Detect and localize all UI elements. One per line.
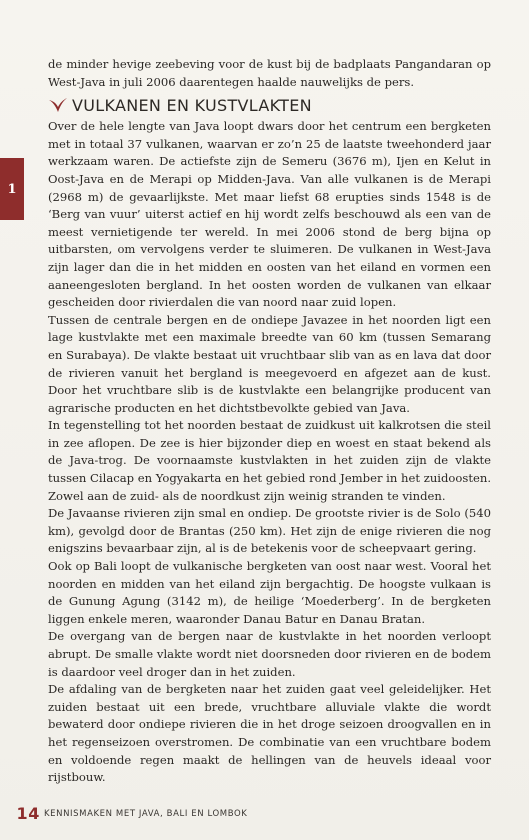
paragraph-south-descent: De afdaling van de bergketen naar het zuiden gaat veel geleidelijker. Het zuiden bestaat uit een brede, vruchtbare alluviale vlakte die wordt bewaterd door ondiepe rivieren die in het droge seizoen droogvallen en in het regenseizoen overstromen. De combinatie van een vruchtbare bodem en voldoende regen maakt de hellingen van de heuvels ideaal voor rijstbouw. [48, 682, 491, 785]
chapter-tab [0, 158, 24, 220]
page-number: 14 [16, 804, 40, 823]
paragraph-volcanoes: Over de hele lengte van Java loopt dwars door het centrum een bergketen met in totaal 37 vulkanen, waarvan er zo’n 25 de laatste tweehonderd jaar werkzaam waren. De actiefste zijn de Semeru (3676 m), Ijen en Kelut in Oost-Java en de Merapi op Midden-Java. Van alle vulkanen is de Merapi (2968 m) de gevaarlijkste. Met maar liefst 68 erupties sinds 1548 is de ‘Berg van vuur’ uiterst actief en hij wordt zelfs beschouwd als een van de meest vernietigende ter wereld. In mei 2006 stond de berg bijna op uitbarsten, om vervolgens verder te sluimeren. De vulkanen in West-Java zijn lager dan die in het midden en oosten van het eiland en vormen een aaneengesloten bergland. In het oosten worden de vulkanen van elkaar gescheiden door rivierdalen die van noord naar zuid lopen. [48, 119, 491, 310]
paragraph-south-coast: In tegenstelling tot het noorden bestaat de zuidkust uit kalkrotsen die steil in zee aflopen. De zee is hier bijzonder diep en woest en staat bekend als de Java-trog. De voornaamste kustvlakten in het zuiden zijn de vlakte tussen Cilacap en Yogyakarta en het gebied rond Jember in het zuidoosten. Zowel aan de zuid- als de noordkust zijn weinig stranden te vinden. [48, 418, 492, 503]
chapter-number: 1 [7, 181, 17, 197]
section-heading [48, 95, 491, 117]
paragraph-north-transition: De overgang van de bergen naar de kustvlakte in het noorden verloopt abrupt. De smalle vlakte wordt niet doorsneden door rivieren en de bodem is daardoor veel droger dan in het zuiden. [48, 629, 491, 679]
page-footer [14, 804, 247, 823]
paragraph-bali-mountains: Ook op Bali loopt de vulkanische bergketen van oost naar west. Vooral het noorden en midden van het eiland zijn bergachtig. De hoogste vulkaan is de Gunung Agung (3142 m), de heilige ‘Moederberg’. In de bergketen liggen enkele meren, waaronder Danau Batur en Danau Bratan. [48, 559, 491, 626]
intro-paragraph: de minder hevige zeebeving voor de kust bij de badplaats Pangandaran op West-Java in juli 2006 daarentegen haalde nauwelijks de pers. [48, 57, 491, 89]
section-title: VULKANEN EN KUSTVLAKTEN [72, 96, 312, 116]
body-text [48, 56, 491, 787]
running-title: KENNISMAKEN MET JAVA, BALI EN LOMBOK [44, 808, 248, 819]
paragraph-rivers: De Javaanse rivieren zijn smal en ondiep. De grootste rivier is de Solo (540 km), gevolgd door de Brantas (250 km). Het zijn de enige rivieren die nog enigszins bevaarbaar zijn, al is de betekenis voor de scheepvaart gering. [48, 506, 491, 556]
bird-icon [48, 97, 68, 115]
paragraph-coastal-plain: Tussen de centrale bergen en de ondiepe Javazee in het noorden ligt een lage kustvlakte met een maximale breedte van 60 km (tussen Semarang en Surabaya). De vlakte bestaat uit vruchtbaar slib van as en lava dat door de rivieren vanuit het bergland is meegevoerd en afgezet aan de kust. Door het vruchtbare slib is de kustvlakte een belangrijke producent van agrarische producten en het dichtstbevolkte gebied van Java. [48, 312, 491, 415]
